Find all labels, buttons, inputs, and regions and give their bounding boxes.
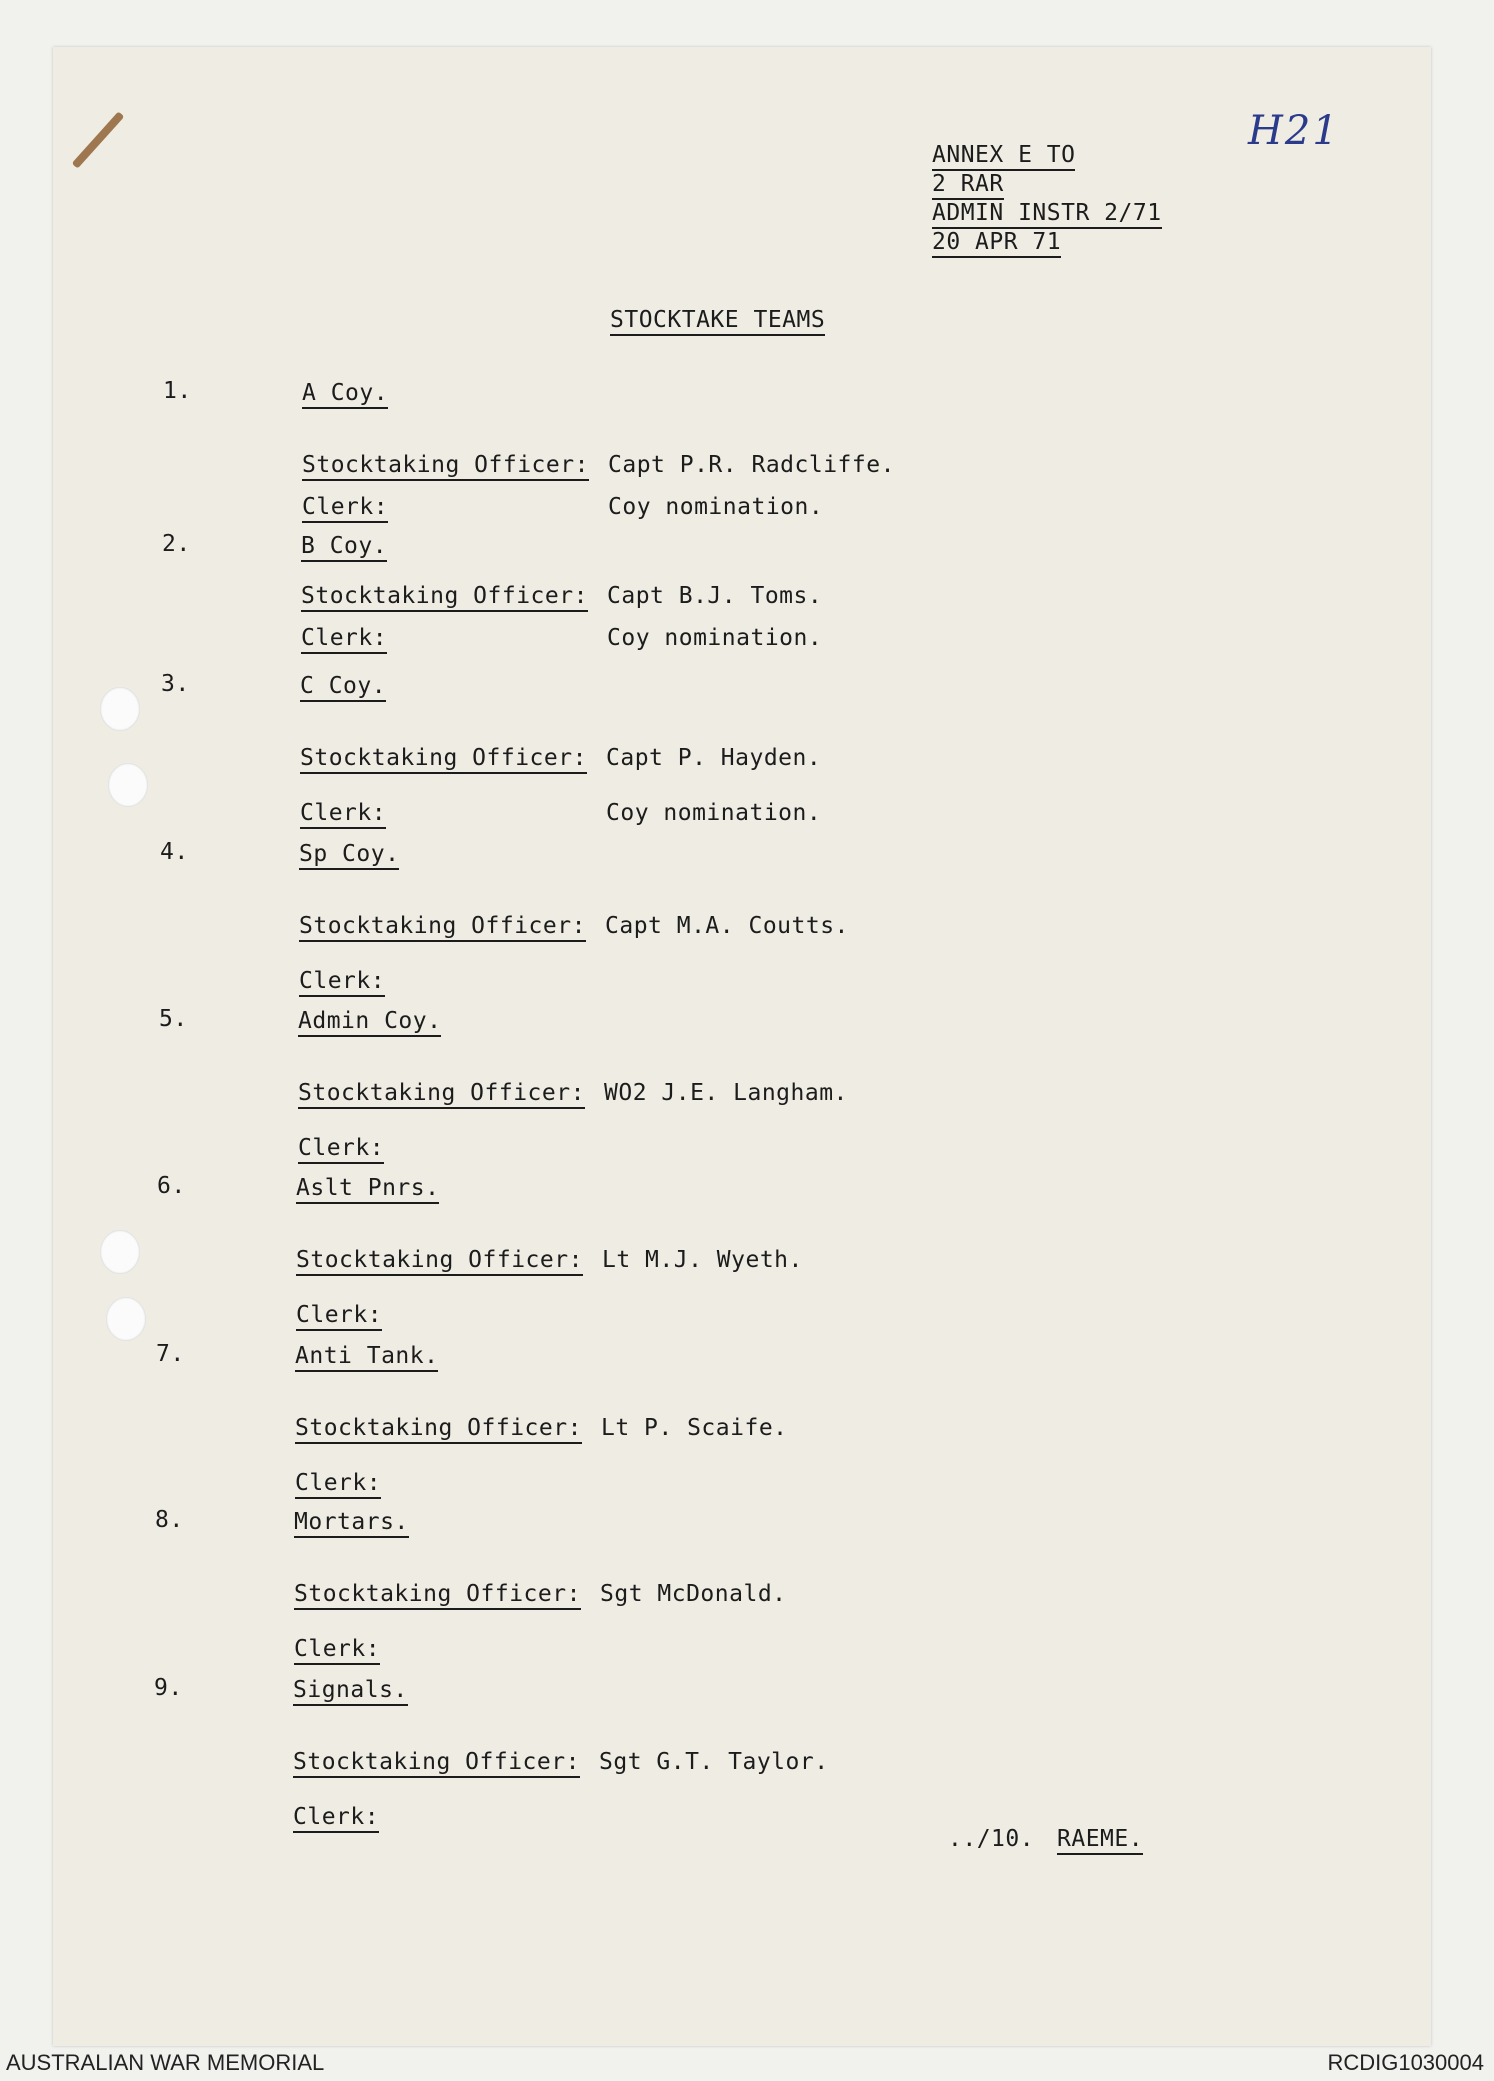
clerk-label: Clerk: bbox=[294, 1636, 380, 1665]
clerk-label: Clerk: bbox=[299, 968, 385, 997]
continuation-prefix: ../10. bbox=[948, 1826, 1035, 1852]
team-number: 2. bbox=[162, 531, 191, 557]
team-unit: Admin Coy. bbox=[298, 1008, 441, 1037]
team-number: 3. bbox=[161, 671, 190, 697]
stocktaking-officer-label: Stocktaking Officer: bbox=[296, 1247, 583, 1276]
clerk-label: Clerk: bbox=[301, 625, 387, 654]
team-unit: Sp Coy. bbox=[299, 841, 399, 870]
team-number: 6. bbox=[157, 1173, 186, 1199]
stocktaking-officer-label: Stocktaking Officer: bbox=[299, 913, 586, 942]
clerk-value: Coy nomination. bbox=[608, 494, 824, 520]
team-unit: Mortars. bbox=[294, 1509, 409, 1538]
team-unit: Signals. bbox=[293, 1677, 408, 1706]
stocktaking-officer-label: Stocktaking Officer: bbox=[302, 452, 589, 481]
stocktaking-officer-label: Stocktaking Officer: bbox=[293, 1749, 580, 1778]
team-unit: B Coy. bbox=[301, 533, 387, 562]
team-unit: A Coy. bbox=[302, 380, 388, 409]
stocktaking-officer-name: Capt M.A. Coutts. bbox=[605, 913, 849, 939]
document-title: STOCKTAKE TEAMS bbox=[610, 307, 825, 336]
clerk-label: Clerk: bbox=[300, 800, 386, 829]
team-unit: Aslt Pnrs. bbox=[296, 1175, 439, 1204]
clerk-value: Coy nomination. bbox=[606, 800, 822, 826]
team-number: 1. bbox=[163, 378, 192, 404]
punch-hole bbox=[100, 1230, 140, 1274]
continuation-next: RAEME. bbox=[1057, 1826, 1143, 1855]
annex-line: ADMIN INSTR 2/71 bbox=[932, 200, 1162, 229]
stocktaking-officer-label: Stocktaking Officer: bbox=[295, 1415, 582, 1444]
clerk-value: Coy nomination. bbox=[607, 625, 823, 651]
clerk-label: Clerk: bbox=[293, 1804, 379, 1833]
footer-record-id: RCDIG1030004 bbox=[1327, 2050, 1484, 2075]
punch-hole bbox=[106, 1297, 146, 1341]
stocktaking-officer-name: Lt M.J. Wyeth. bbox=[602, 1247, 803, 1273]
stocktaking-officer-name: Sgt G.T. Taylor. bbox=[599, 1749, 829, 1775]
annex-reference-block bbox=[932, 142, 1162, 258]
punch-hole bbox=[108, 763, 148, 807]
stocktaking-officer-label: Stocktaking Officer: bbox=[298, 1080, 585, 1109]
clerk-label: Clerk: bbox=[298, 1135, 384, 1164]
punch-hole bbox=[100, 687, 140, 731]
document-page bbox=[53, 47, 1431, 2046]
team-unit: Anti Tank. bbox=[295, 1343, 438, 1372]
annex-line: 2 RAR bbox=[932, 171, 1004, 200]
team-number: 4. bbox=[160, 839, 189, 865]
handwritten-reference: H21 bbox=[1248, 108, 1340, 154]
stocktaking-officer-name: Capt B.J. Toms. bbox=[607, 583, 823, 609]
team-number: 9. bbox=[154, 1675, 183, 1701]
stocktaking-officer-label: Stocktaking Officer: bbox=[300, 745, 587, 774]
stocktaking-officer-name: Lt P. Scaife. bbox=[601, 1415, 788, 1441]
team-number: 5. bbox=[159, 1006, 188, 1032]
footer-archive-name: AUSTRALIAN WAR MEMORIAL bbox=[6, 2050, 325, 2075]
clerk-label: Clerk: bbox=[295, 1470, 381, 1499]
stocktaking-officer-name: Sgt McDonald. bbox=[600, 1581, 787, 1607]
clerk-label: Clerk: bbox=[302, 494, 388, 523]
team-number: 7. bbox=[156, 1341, 185, 1367]
team-number: 8. bbox=[155, 1507, 184, 1533]
annex-line: 20 APR 71 bbox=[932, 229, 1061, 258]
stocktaking-officer-name: WO2 J.E. Langham. bbox=[604, 1080, 848, 1106]
stocktaking-officer-label: Stocktaking Officer: bbox=[294, 1581, 581, 1610]
clerk-label: Clerk: bbox=[296, 1302, 382, 1331]
team-unit: C Coy. bbox=[300, 673, 386, 702]
stocktaking-officer-name: Capt P. Hayden. bbox=[606, 745, 822, 771]
stocktaking-officer-label: Stocktaking Officer: bbox=[301, 583, 588, 612]
stocktaking-officer-name: Capt P.R. Radcliffe. bbox=[608, 452, 895, 478]
annex-line: ANNEX E TO bbox=[932, 142, 1075, 171]
